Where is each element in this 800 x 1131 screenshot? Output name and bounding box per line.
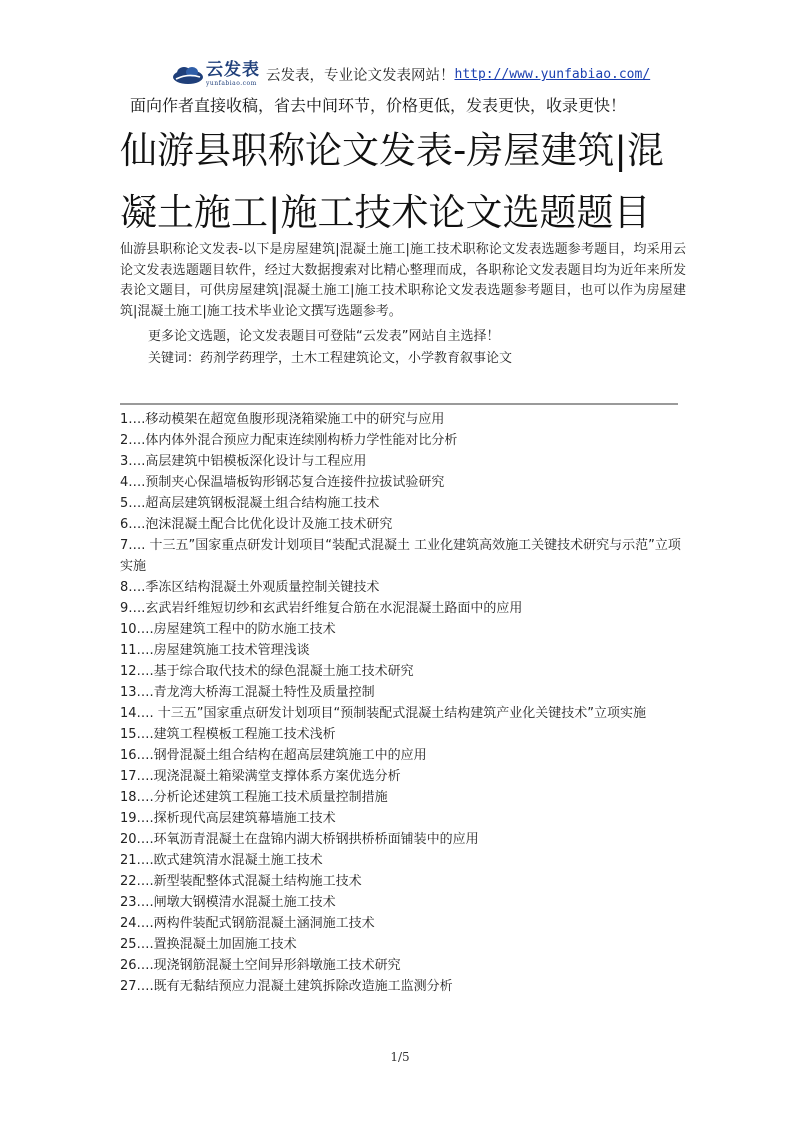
list-item: 5….超高层建筑钢板混凝土组合结构施工技术 bbox=[120, 496, 380, 511]
list-item: 20….环氧沥青混凝土在盘锦内湖大桥钢拱桥桥面铺装中的应用 bbox=[120, 832, 479, 847]
site-description: 云发表，专业论文发表网站！ bbox=[266, 68, 455, 84]
intro-paragraph: 仙游县职称论文发表-以下是房屋建筑|混凝土施工|施工技术职称论文发表选题参考题目，均采用云论文发表选题题目软件，经过大数据搜索对比精心整理而成，各职称论文发表题目均为近年来所发表论文题目，可供房屋建筑|混凝土施工|施工技术职称论文发表选题参考题目，也可以作为房屋建筑|混凝土施工|施工技术毕业论文撰写选题参考。 bbox=[120, 242, 686, 319]
logo-subtext: yunfabiao.com bbox=[206, 80, 257, 87]
list-item: 1….移动模架在超宽鱼腹形现浇箱梁施工中的研究与应用 bbox=[120, 412, 445, 427]
divider bbox=[120, 403, 678, 405]
list-item: 26….现浇钢筋混凝土空间异形斜墩施工技术研究 bbox=[120, 958, 401, 973]
list-item: 16….钢骨混凝土组合结构在超高层建筑施工中的应用 bbox=[120, 748, 427, 763]
list-item: 13….青龙湾大桥海工混凝土特性及质量控制 bbox=[120, 685, 375, 700]
page-number: 1/5 bbox=[390, 1050, 410, 1064]
list-item: 27….既有无黏结预应力混凝土建筑拆除改造施工监测分析 bbox=[120, 979, 453, 994]
list-item: 24….两构件装配式钢筋混凝土涵洞施工技术 bbox=[120, 916, 375, 931]
list-item: 18….分析论述建筑工程施工技术质量控制措施 bbox=[120, 790, 388, 805]
site-url-link[interactable]: http://www.yunfabiao.com/ bbox=[454, 67, 651, 82]
list-item: 9….玄武岩纤维短切纱和玄武岩纤维复合筋在水泥混凝土路面中的应用 bbox=[120, 601, 523, 616]
list-item: 2….体内体外混合预应力配束连续刚构桥力学性能对比分析 bbox=[120, 433, 458, 448]
list-item: 6….泡沫混凝土配合比优化设计及施工技术研究 bbox=[120, 517, 393, 532]
more-topics-note: 更多论文选题，论文发表题目可登陆“云发表”网站自主选择！ bbox=[148, 329, 500, 344]
list-item: 22….新型装配整体式混凝土结构施工技术 bbox=[120, 874, 362, 889]
list-item: 11….房屋建筑施工技术管理浅谈 bbox=[120, 643, 310, 658]
list-item: 3….高层建筑中铝模板深化设计与工程应用 bbox=[120, 454, 367, 469]
list-item: 8….季冻区结构混凝土外观质量控制关键技术 bbox=[120, 580, 380, 595]
list-item: 14…. 十三五”国家重点研发计划项目“预制装配式混凝土结构建筑产业化关键技术”立项实施 bbox=[120, 706, 647, 721]
list-item: 17….现浇混凝土箱梁满堂支撑体系方案优选分析 bbox=[120, 769, 401, 784]
site-logo[interactable] bbox=[172, 62, 260, 87]
list-item: 15….建筑工程模板工程施工技术浅析 bbox=[120, 727, 336, 742]
keywords-line: 关键词：药剂学药理学，土木工程建筑论文，小学教育叙事论文 bbox=[148, 351, 513, 366]
cloud-logo-icon bbox=[172, 64, 204, 86]
logo-text: 云发表 bbox=[206, 60, 260, 80]
page-title: 仙游县职称论文发表-房屋建筑|混凝土施工|施工技术论文选题题目 bbox=[120, 129, 664, 234]
list-item: 10….房屋建筑工程中的防水施工技术 bbox=[120, 622, 336, 637]
list-item: 7…. 十三五”国家重点研发计划项目“装配式混凝土 工业化建筑高效施工关键技术研究与示范”立项实施 bbox=[120, 538, 681, 574]
list-item: 25….置换混凝土加固施工技术 bbox=[120, 937, 297, 952]
list-item: 12….基于综合取代技术的绿色混凝土施工技术研究 bbox=[120, 664, 414, 679]
topic-list bbox=[120, 409, 686, 997]
tagline: 面向作者直接收稿，省去中间环节，价格更低，发表更快，收录更快！ bbox=[130, 96, 627, 115]
site-header bbox=[172, 62, 652, 87]
list-item: 21….欧式建筑清水混凝土施工技术 bbox=[120, 853, 323, 868]
list-item: 4….预制夹心保温墙板钩形钢芯复合连接件拉拔试验研究 bbox=[120, 475, 445, 490]
list-item: 23….闸墩大钢模清水混凝土施工技术 bbox=[120, 895, 336, 910]
list-item: 19….探析现代高层建筑幕墙施工技术 bbox=[120, 811, 336, 826]
